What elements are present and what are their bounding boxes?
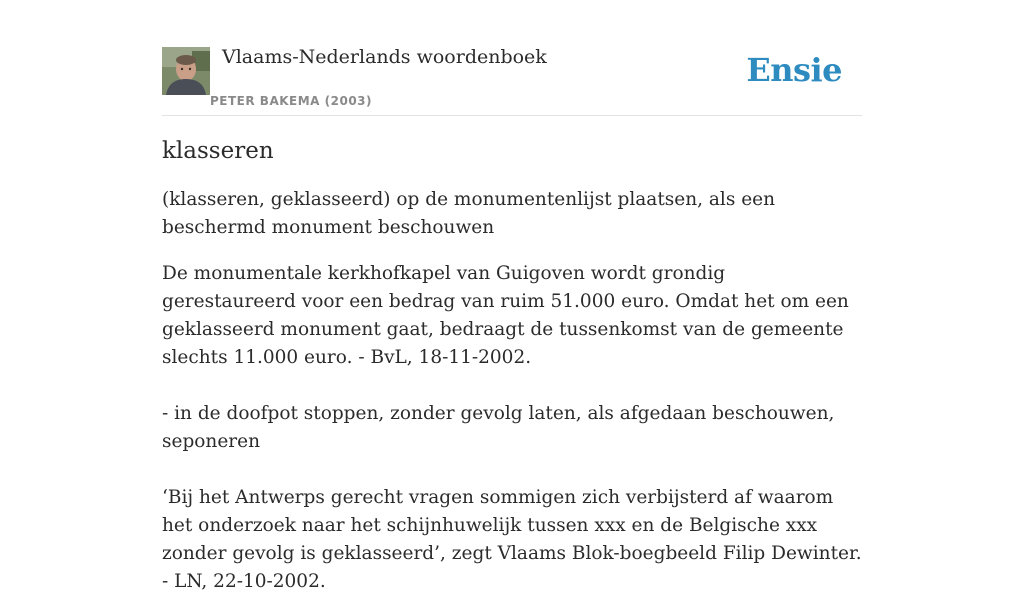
spacer: [162, 390, 862, 400]
example-quote-1: De monumentale kerkhofkapel van Guigoven wordt grondig gerestaureerd voor een bedrag van ruim 51.000 euro. Omdat het om een geklasseerd monument gaat, bedraagt de tussenkomst van de gemeente slechts 11.000 euro. - BvL, 18-11-2002.: [162, 263, 849, 368]
definition-2: - in de doofpot stoppen, zonder gevolg laten, als afgedaan beschouwen, seponeren: [162, 403, 835, 452]
entry-content: [162, 138, 862, 614]
ensie-logo-link[interactable]: Ensie: [746, 51, 842, 89]
dictionary-title[interactable]: Vlaams-Nederlands woordenboek: [222, 46, 547, 68]
page-header: [162, 40, 862, 116]
entry-headword: klasseren: [162, 138, 274, 164]
avatar-photo-icon: [162, 47, 210, 95]
author-name[interactable]: PETER BAKEMA (2003): [210, 94, 372, 108]
author-avatar[interactable]: [162, 47, 210, 95]
definition-1: (klasseren, geklasseerd) op de monumentenlijst plaatsen, als een beschermd monument beschouwen: [162, 189, 776, 238]
spacer: [162, 474, 862, 484]
example-quote-2: ‘Bij het Antwerps gerecht vragen sommigen zich verbijsterd af waarom het onderzoek naar het schijnhuwelijk tussen xxx en de Belgische xxx zonder gevolg is geklasseerd’, zegt Vlaams Blok-boegbeeld Filip Dewinter. - LN, 22-10-2002.: [162, 487, 862, 592]
